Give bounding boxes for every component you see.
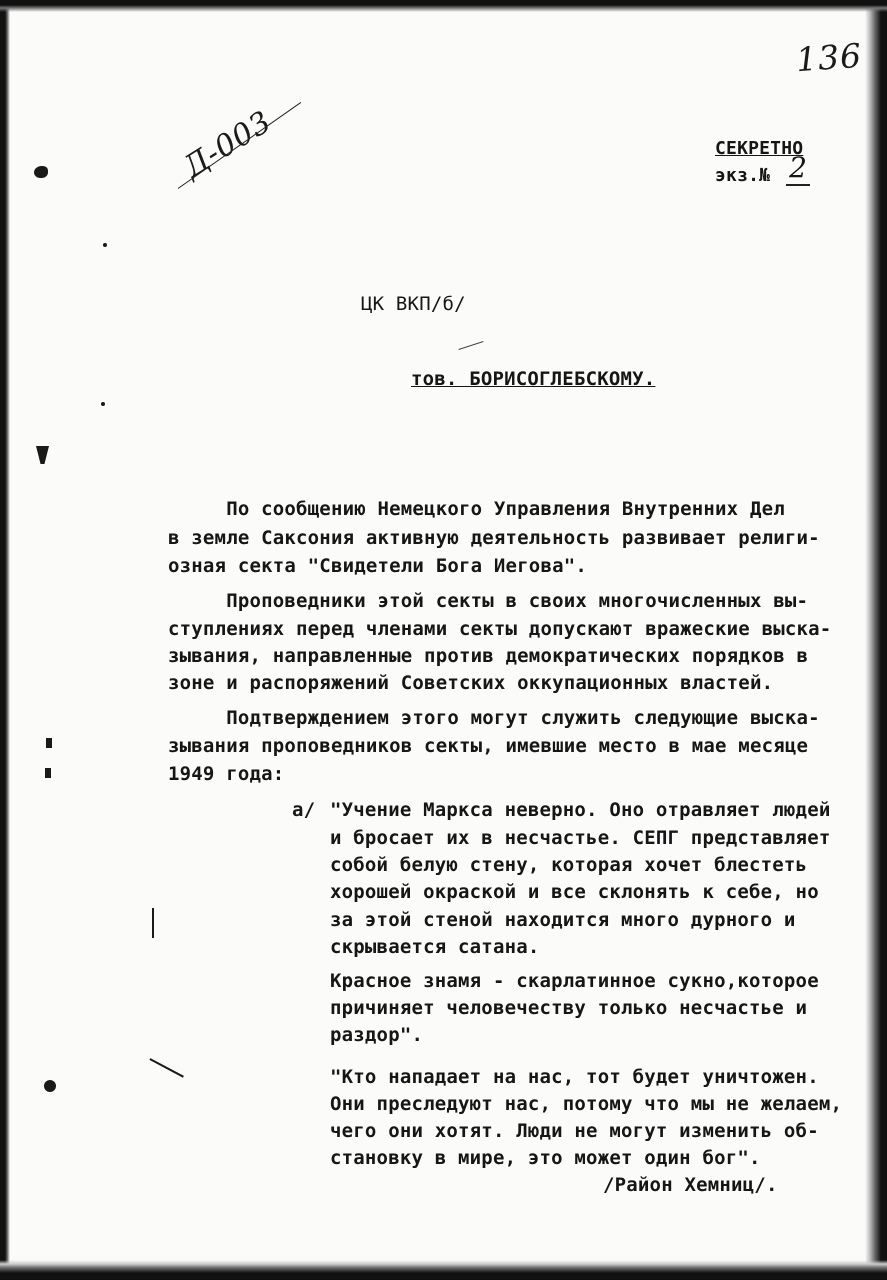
archive-code: Д-003	[177, 104, 279, 185]
quote-marker: а/	[292, 799, 316, 821]
pen-tick	[458, 341, 483, 350]
scan-border-bottom	[0, 1260, 887, 1280]
page-number: 136	[794, 35, 864, 80]
quote-line: "Учение Маркса неверно. Оно отравляет людей	[330, 799, 831, 821]
quote-line: "Кто нападает на нас, тот будет уничтожен.	[330, 1066, 819, 1088]
quote-line: Они преследуют нас, потому что мы не желаем,	[330, 1093, 843, 1115]
quote-line: раздор".	[330, 1024, 424, 1046]
scan-mark	[45, 768, 51, 778]
paragraph-line: озная секта "Свидетели Бога Иегова".	[168, 555, 588, 577]
quote-line: причиняет человечеству только несчастье и	[330, 997, 808, 1019]
paragraph-line: Подтверждением этого могут служить следующие выска-	[168, 707, 820, 729]
quote-line: хорошей окраской и все склонять к себе, но	[330, 881, 819, 903]
scan-mark	[34, 166, 48, 178]
paragraph-line: в земле Саксония активную деятельность развивает религи-	[168, 527, 820, 549]
recipient-person: тов. БОРИСОГЛЕБСКОМУ.	[411, 368, 656, 390]
classification-stamp: СЕКРЕТНО	[715, 138, 804, 159]
paragraph-line: зоне и распоряжений Советских оккупационных властей.	[168, 672, 774, 694]
paragraph-line: ступлениях перед членами секты допускают вражеские выска-	[168, 618, 832, 640]
copy-label: экз.№	[715, 165, 771, 186]
scan-mark	[101, 402, 105, 406]
quote-line: Красное знамя - скарлатинное сукно,которое	[330, 970, 819, 992]
quote-source: /Район Хемниц/.	[603, 1174, 778, 1196]
scan-border-left	[0, 0, 10, 1280]
recipient-organization: ЦК ВКП/б/	[361, 293, 466, 315]
scan-mark	[46, 738, 52, 748]
scan-border-top	[0, 0, 887, 12]
scan-mark	[36, 446, 49, 464]
scan-mark	[150, 1058, 184, 1077]
paragraph-line: По сообщению Немецкого Управления Внутренних Дел	[168, 498, 785, 520]
paragraph-line: зывания, направленные против демократических порядков в	[168, 645, 809, 667]
paragraph-line: зывания проповедников секты, имевшие место в мае месяце	[168, 735, 809, 757]
scan-mark	[44, 1080, 56, 1092]
scan-border-right	[865, 0, 887, 1280]
quote-line: чего они хотят. Люди не могут изменить об-	[330, 1120, 819, 1142]
paragraph-line: 1949 года:	[168, 763, 285, 785]
quote-line: становку в мире, это может один бог".	[330, 1147, 761, 1169]
scan-mark	[103, 243, 107, 247]
quote-line: за этой стеной находится много дурного и	[330, 909, 796, 931]
quote-line: скрывается сатана.	[330, 936, 540, 958]
copy-number: 2	[786, 152, 810, 186]
scan-mark	[152, 908, 154, 938]
paragraph-line: Проповедники этой секты в своих многочисленных вы-	[168, 590, 809, 612]
quote-line: собой белую стену, которая хочет блестеть	[330, 854, 808, 876]
quote-line: и бросает их в несчастье. СЕПГ представляет	[330, 827, 831, 849]
